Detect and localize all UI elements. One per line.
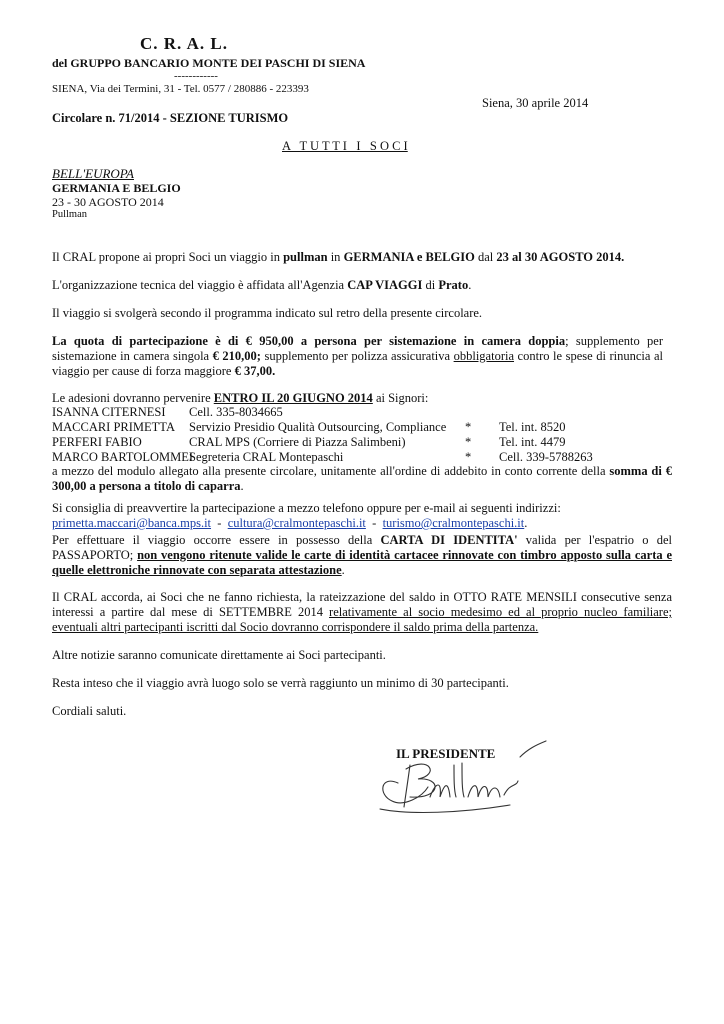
contact-name: MARCO BARTOLOMMEI xyxy=(52,450,194,464)
email-link-cultura[interactable]: cultura@cralmontepaschi.it xyxy=(227,516,366,530)
paragraph-notices: Altre notizie saranno comunicate direttamente ai Soci partecipanti. xyxy=(52,648,386,662)
contact-row xyxy=(52,435,652,450)
contact-role: CRAL MPS (Corriere di Piazza Salimbeni) xyxy=(189,435,406,449)
contact-phone: Tel. int. 8520 xyxy=(499,420,566,434)
email-link-turismo[interactable]: turismo@cralmontepaschi.it xyxy=(382,516,525,530)
paragraph-agency: L'organizzazione tecnica del viaggio è affidata all'Agenzia CAP VIAGGI di Prato. xyxy=(52,278,472,292)
contact-name: PERFERI FABIO xyxy=(52,435,142,449)
paragraph-minimum: Resta inteso che il viaggio avrà luogo solo se verrà raggiunto un minimo di 30 partecipanti. xyxy=(52,676,509,690)
recipient-line: A T U T T I I S O C I xyxy=(282,139,408,153)
contact-role: Cell. 335-8034665 xyxy=(189,405,283,419)
contact-name: MACCARI PRIMETTA xyxy=(52,420,175,434)
paragraph-price: La quota di partecipazione è di € 950,00 a persona per sistemazione in camera doppia; supplemento per sistemazione in camera singola € 210,00; supplemento per polizza assicurativa obbligatoria contro le spese di rinuncia al viaggio per cause di forza maggiore € 37,00. xyxy=(52,334,663,378)
paragraph-intro: Il CRAL propone ai propri Soci un viaggio in pullman in GERMANIA e BELGIO dal 23 al 30 AGOSTO 2014. xyxy=(52,250,625,264)
signature-title: IL PRESIDENTE xyxy=(396,746,496,761)
paragraph-program: Il viaggio si svolgerà secondo il programma indicato sul retro della presente circolare. xyxy=(52,306,483,320)
org-address: SIENA, Via dei Termini, 31 - Tel. 0577 / 280886 - 223393 xyxy=(52,83,309,95)
trip-title: BELL'EUROPA xyxy=(52,166,134,181)
logo-title: C. R. A. L. xyxy=(140,34,228,53)
contact-row xyxy=(52,405,652,420)
paragraph-emails: Si consiglia di preavvertire la partecipazione a mezzo telefono oppure per e-mail ai seguenti indirizzi: primetta.maccari@banca.mps.it - cultura@cralmontepaschi.it - turismo@cralmontepaschi.it. xyxy=(52,501,561,530)
paragraph-adesioni: Le adesioni dovranno pervenire ENTRO IL 20 GIUGNO 2014 ai Signori: xyxy=(52,391,429,405)
signature-icon xyxy=(370,735,550,815)
contact-phone: Tel. int. 4479 xyxy=(499,435,566,449)
paragraph-documents: Per effettuare il viaggio occorre essere in possesso della CARTA DI IDENTITA' valida per l'espatrio o del PASSAPORTO; non vengono ritenute valide le carte di identità cartacee rinnovate con timbro apposto sulla carta e quelle elettroniche rinnovate con separata attestazione. xyxy=(52,533,673,577)
closing-greeting: Cordiali saluti. xyxy=(52,704,127,718)
email-link-maccari[interactable]: primetta.maccari@banca.mps.it xyxy=(52,516,212,530)
trip-countries: GERMANIA E BELGIO xyxy=(52,181,181,195)
contact-row xyxy=(52,450,652,465)
contact-phone: Cell. 339-5788263 xyxy=(499,450,593,464)
circolare-number: Circolare n. 71/2014 - SEZIONE TURISMO xyxy=(52,111,289,125)
contact-row xyxy=(52,420,652,435)
contact-star: * xyxy=(465,450,472,464)
paragraph-caparra: a mezzo del modulo allegato alla presente circolare, unitamente all'ordine di addebito in conto corrente della somma di € 300,00 a persona a titolo di caparra. xyxy=(52,464,672,493)
document-date: Siena, 30 aprile 2014 xyxy=(482,96,589,110)
trip-dates: 23 - 30 AGOSTO 2014 xyxy=(52,195,164,209)
contact-star: * xyxy=(465,420,472,434)
org-name: del GRUPPO BANCARIO MONTE DEI PASCHI DI SIENA xyxy=(52,56,366,70)
paragraph-installments: Il CRAL accorda, ai Soci che ne fanno richiesta, la rateizzazione del saldo in OTTO RATE MENSILI consecutive senza interessi a partire dal mese di SETTEMBRE 2014 relativamente al socio medesimo ed al proprio nucleo familiare; eventuali altri partecipanti iscritti dal Socio dovranno corrispondere il saldo prima della partenza. xyxy=(52,590,672,634)
trip-transport: Pullman xyxy=(52,209,88,220)
contact-star: * xyxy=(465,435,472,449)
contact-role: Servizio Presidio Qualità Outsourcing, Compliance xyxy=(189,420,447,434)
contact-name: ISANNA CITERNESI xyxy=(52,405,166,419)
header-separator: ------------ xyxy=(174,70,218,82)
contact-role: Segreteria CRAL Montepaschi xyxy=(189,450,344,464)
